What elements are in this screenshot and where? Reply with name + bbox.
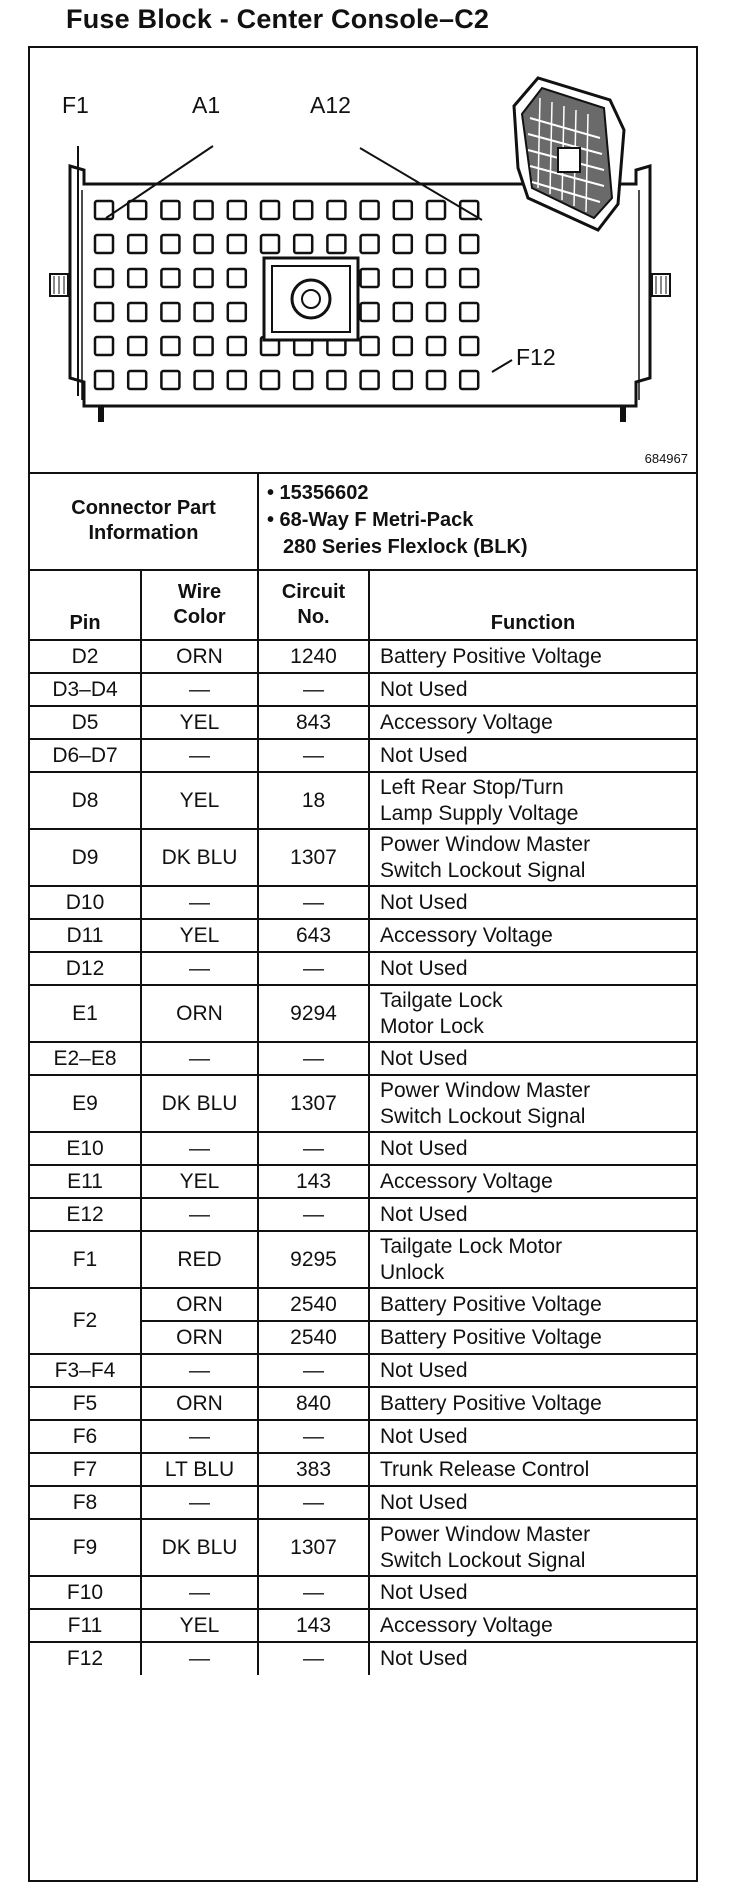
page-title: Fuse Block - Center Console–C2 xyxy=(66,4,490,34)
cavity xyxy=(161,337,179,355)
wire-color-cell: ORN xyxy=(141,1321,258,1354)
circuit-number-cell: 1307 xyxy=(258,1075,369,1132)
label-a1: A1 xyxy=(192,92,221,118)
function-cell: Accessory Voltage xyxy=(369,919,696,952)
pin-row xyxy=(30,1075,696,1132)
pin-cell: E2–E8 xyxy=(30,1042,141,1075)
cavity xyxy=(128,235,146,253)
pin-cell: F10 xyxy=(30,1576,141,1609)
pin-cell: F8 xyxy=(30,1486,141,1519)
function-cell: Tailgate Lock Motor Lock xyxy=(369,985,696,1042)
function-cell: Not Used xyxy=(369,1486,696,1519)
pin-cell: E12 xyxy=(30,1198,141,1231)
function-cell: Accessory Voltage xyxy=(369,706,696,739)
column-header-row xyxy=(30,570,696,640)
wire-color-cell: — xyxy=(141,1354,258,1387)
circuit-number-cell: 143 xyxy=(258,1165,369,1198)
circuit-number-cell: — xyxy=(258,673,369,706)
cavity xyxy=(261,371,279,389)
cavity xyxy=(228,269,246,287)
left-latch xyxy=(50,274,68,296)
pin-row xyxy=(30,886,696,919)
header-pin: Pin xyxy=(30,570,141,640)
pin-row xyxy=(30,829,696,886)
connector-part-heading: Connector Part Information xyxy=(30,472,258,570)
part-description-line1: • 68-Way F Metri-Pack xyxy=(267,509,474,531)
pin-row xyxy=(30,1420,696,1453)
cavity xyxy=(294,371,312,389)
wire-color-cell: — xyxy=(141,1198,258,1231)
circuit-number-cell: — xyxy=(258,1132,369,1165)
header-circuit-no: Circuit No. xyxy=(258,570,369,640)
pin-cell: F7 xyxy=(30,1453,141,1486)
circuit-number-cell: — xyxy=(258,1354,369,1387)
cavity xyxy=(361,269,379,287)
pin-row xyxy=(30,985,696,1042)
cavity xyxy=(195,269,213,287)
wire-color-cell: YEL xyxy=(141,772,258,829)
cavity xyxy=(460,235,478,253)
connector-drawing xyxy=(30,48,696,472)
wire-color-cell: — xyxy=(141,952,258,985)
pin-cell: F12 xyxy=(30,1642,141,1675)
wire-color-cell: ORN xyxy=(141,985,258,1042)
function-cell: Accessory Voltage xyxy=(369,1609,696,1642)
pin-cell: F9 xyxy=(30,1519,141,1576)
connector-figure xyxy=(30,48,696,474)
cavity xyxy=(361,371,379,389)
cavity xyxy=(261,235,279,253)
cavity xyxy=(128,303,146,321)
function-cell: Left Rear Stop/Turn Lamp Supply Voltage xyxy=(369,772,696,829)
pin-row xyxy=(30,1519,696,1576)
circuit-number-cell: 2540 xyxy=(258,1288,369,1321)
pin-row xyxy=(30,1453,696,1486)
cavity xyxy=(394,337,412,355)
wire-color-cell: ORN xyxy=(141,1288,258,1321)
cavity xyxy=(195,303,213,321)
pinout-table xyxy=(30,472,696,1675)
cavity xyxy=(427,235,445,253)
cavity xyxy=(361,303,379,321)
pin-row xyxy=(30,706,696,739)
figure-number: 684967 xyxy=(644,451,688,466)
cavity xyxy=(95,371,113,389)
cavity xyxy=(195,371,213,389)
cavity xyxy=(361,201,379,219)
pin-row xyxy=(30,1486,696,1519)
circuit-number-cell: 383 xyxy=(258,1453,369,1486)
wire-color-cell: — xyxy=(141,1042,258,1075)
function-cell: Battery Positive Voltage xyxy=(369,640,696,673)
circuit-number-cell: 18 xyxy=(258,772,369,829)
cavity xyxy=(128,371,146,389)
cavity xyxy=(394,269,412,287)
wire-color-cell: DK BLU xyxy=(141,1075,258,1132)
cavity xyxy=(327,235,345,253)
circuit-number-cell: 143 xyxy=(258,1609,369,1642)
circuit-number-cell: — xyxy=(258,1576,369,1609)
pin-cell: D11 xyxy=(30,919,141,952)
cavity xyxy=(128,337,146,355)
wire-color-cell: YEL xyxy=(141,1165,258,1198)
cavity xyxy=(161,235,179,253)
wire-color-cell: RED xyxy=(141,1231,258,1288)
cavity xyxy=(195,337,213,355)
pin-cell: E10 xyxy=(30,1132,141,1165)
circuit-number-cell: — xyxy=(258,739,369,772)
wire-color-cell: DK BLU xyxy=(141,1519,258,1576)
function-cell: Trunk Release Control xyxy=(369,1453,696,1486)
cavity xyxy=(327,371,345,389)
pin-cell: F11 xyxy=(30,1609,141,1642)
label-f1: F1 xyxy=(62,92,89,118)
cavity xyxy=(228,201,246,219)
circuit-number-cell: 840 xyxy=(258,1387,369,1420)
wire-color-cell: — xyxy=(141,673,258,706)
pin-cell: E9 xyxy=(30,1075,141,1132)
connector-info-row xyxy=(30,472,696,570)
pin-row xyxy=(30,1576,696,1609)
cavity xyxy=(228,303,246,321)
function-cell: Not Used xyxy=(369,739,696,772)
right-latch xyxy=(652,274,670,296)
cavity xyxy=(161,269,179,287)
cavity xyxy=(195,235,213,253)
wire-color-cell: YEL xyxy=(141,1609,258,1642)
pin-cell: E11 xyxy=(30,1165,141,1198)
circuit-number-cell: — xyxy=(258,1198,369,1231)
wire-color-cell: — xyxy=(141,1420,258,1453)
wire-color-cell: — xyxy=(141,1642,258,1675)
pin-cell: D6–D7 xyxy=(30,739,141,772)
function-cell: Battery Positive Voltage xyxy=(369,1288,696,1321)
pin-cell: D12 xyxy=(30,952,141,985)
cavity xyxy=(128,269,146,287)
wire-color-cell: — xyxy=(141,1132,258,1165)
wire-color-cell: LT BLU xyxy=(141,1453,258,1486)
circuit-number-cell: — xyxy=(258,886,369,919)
f12-leader-line xyxy=(492,360,512,372)
function-cell: Power Window Master Switch Lockout Signal xyxy=(369,1075,696,1132)
wire-color-cell: ORN xyxy=(141,1387,258,1420)
cavity xyxy=(394,235,412,253)
function-cell: Power Window Master Switch Lockout Signal xyxy=(369,829,696,886)
function-cell: Not Used xyxy=(369,886,696,919)
pin-cell: D9 xyxy=(30,829,141,886)
function-cell: Power Window Master Switch Lockout Signal xyxy=(369,1519,696,1576)
cavity xyxy=(427,337,445,355)
cavity xyxy=(427,371,445,389)
label-f12: F12 xyxy=(516,344,556,370)
pin-row xyxy=(30,1642,696,1675)
pin-cell: F5 xyxy=(30,1387,141,1420)
pin-cell: F2 xyxy=(30,1288,141,1354)
center-boss xyxy=(264,258,358,340)
pin-cell: F3–F4 xyxy=(30,1354,141,1387)
cavity xyxy=(195,201,213,219)
pin-row xyxy=(30,1609,696,1642)
pin-row xyxy=(30,1132,696,1165)
cavity xyxy=(228,337,246,355)
circuit-number-cell: 643 xyxy=(258,919,369,952)
bottom-tab-left xyxy=(98,406,104,422)
cavity xyxy=(128,201,146,219)
pin-cell: F6 xyxy=(30,1420,141,1453)
cavity xyxy=(394,201,412,219)
wire-color-cell: — xyxy=(141,1576,258,1609)
function-cell: Battery Positive Voltage xyxy=(369,1321,696,1354)
wire-color-cell: YEL xyxy=(141,919,258,952)
pin-cell: D2 xyxy=(30,640,141,673)
cavity xyxy=(460,371,478,389)
pin-row xyxy=(30,772,696,829)
wire-color-cell: — xyxy=(141,739,258,772)
cavity xyxy=(95,235,113,253)
circuit-number-cell: — xyxy=(258,1420,369,1453)
cavity xyxy=(394,303,412,321)
function-cell: Not Used xyxy=(369,1576,696,1609)
pin-row xyxy=(30,739,696,772)
function-cell: Not Used xyxy=(369,673,696,706)
cavity xyxy=(95,303,113,321)
circuit-number-cell: 1307 xyxy=(258,829,369,886)
cavity xyxy=(161,303,179,321)
cavity xyxy=(294,201,312,219)
cavity xyxy=(460,303,478,321)
cavity xyxy=(427,303,445,321)
cavity xyxy=(294,235,312,253)
cavity xyxy=(460,269,478,287)
wire-color-cell: YEL xyxy=(141,706,258,739)
cavity xyxy=(427,269,445,287)
cavity xyxy=(460,337,478,355)
function-cell: Battery Positive Voltage xyxy=(369,1387,696,1420)
circuit-number-cell: — xyxy=(258,952,369,985)
wire-color-cell: — xyxy=(141,886,258,919)
function-cell: Not Used xyxy=(369,1420,696,1453)
pin-cell: F1 xyxy=(30,1231,141,1288)
cavity xyxy=(161,201,179,219)
cavity xyxy=(327,201,345,219)
circuit-number-cell: — xyxy=(258,1042,369,1075)
circuit-number-cell: 2540 xyxy=(258,1321,369,1354)
circuit-number-cell: 843 xyxy=(258,706,369,739)
function-cell: Not Used xyxy=(369,1132,696,1165)
wire-color-cell: — xyxy=(141,1486,258,1519)
header-function: Function xyxy=(369,570,696,640)
pin-row xyxy=(30,1042,696,1075)
wire-color-cell: DK BLU xyxy=(141,829,258,886)
pin-cell: D3–D4 xyxy=(30,673,141,706)
pin-cell: D5 xyxy=(30,706,141,739)
connector-part-details xyxy=(258,472,696,570)
wire-color-cell: ORN xyxy=(141,640,258,673)
pin-row xyxy=(30,1288,696,1321)
pin-row xyxy=(30,919,696,952)
circuit-number-cell: — xyxy=(258,1642,369,1675)
document-frame xyxy=(28,46,698,1882)
pin-row xyxy=(30,1387,696,1420)
function-cell: Accessory Voltage xyxy=(369,1165,696,1198)
circuit-number-cell: 9294 xyxy=(258,985,369,1042)
function-cell: Tailgate Lock Motor Unlock xyxy=(369,1231,696,1288)
cavity xyxy=(95,337,113,355)
cavity xyxy=(394,371,412,389)
circuit-number-cell: 1307 xyxy=(258,1519,369,1576)
cavity xyxy=(228,235,246,253)
cavity xyxy=(427,201,445,219)
pin-row xyxy=(30,952,696,985)
function-cell: Not Used xyxy=(369,952,696,985)
part-number: • 15356602 xyxy=(267,482,369,504)
function-cell: Not Used xyxy=(369,1354,696,1387)
circuit-number-cell: 1240 xyxy=(258,640,369,673)
pin-cell: D8 xyxy=(30,772,141,829)
pin-cell: D10 xyxy=(30,886,141,919)
cavity xyxy=(95,269,113,287)
pin-row xyxy=(30,640,696,673)
function-cell: Not Used xyxy=(369,1198,696,1231)
pin-row xyxy=(30,1165,696,1198)
cavity xyxy=(228,371,246,389)
pin-row xyxy=(30,673,696,706)
pin-row xyxy=(30,1231,696,1288)
circuit-number-cell: 9295 xyxy=(258,1231,369,1288)
function-cell: Not Used xyxy=(369,1642,696,1675)
part-description-line2: 280 Series Flexlock (BLK) xyxy=(283,536,528,558)
pin-row xyxy=(30,1354,696,1387)
connector-thumbnail xyxy=(514,78,624,230)
function-cell: Not Used xyxy=(369,1042,696,1075)
cavity xyxy=(261,201,279,219)
pin-cell: E1 xyxy=(30,985,141,1042)
cavity xyxy=(361,235,379,253)
circuit-number-cell: — xyxy=(258,1486,369,1519)
header-wire-color: Wire Color xyxy=(141,570,258,640)
bottom-tab-right xyxy=(620,406,626,422)
pin-row xyxy=(30,1198,696,1231)
cavity xyxy=(161,371,179,389)
cavity xyxy=(361,337,379,355)
label-a12: A12 xyxy=(310,92,351,118)
